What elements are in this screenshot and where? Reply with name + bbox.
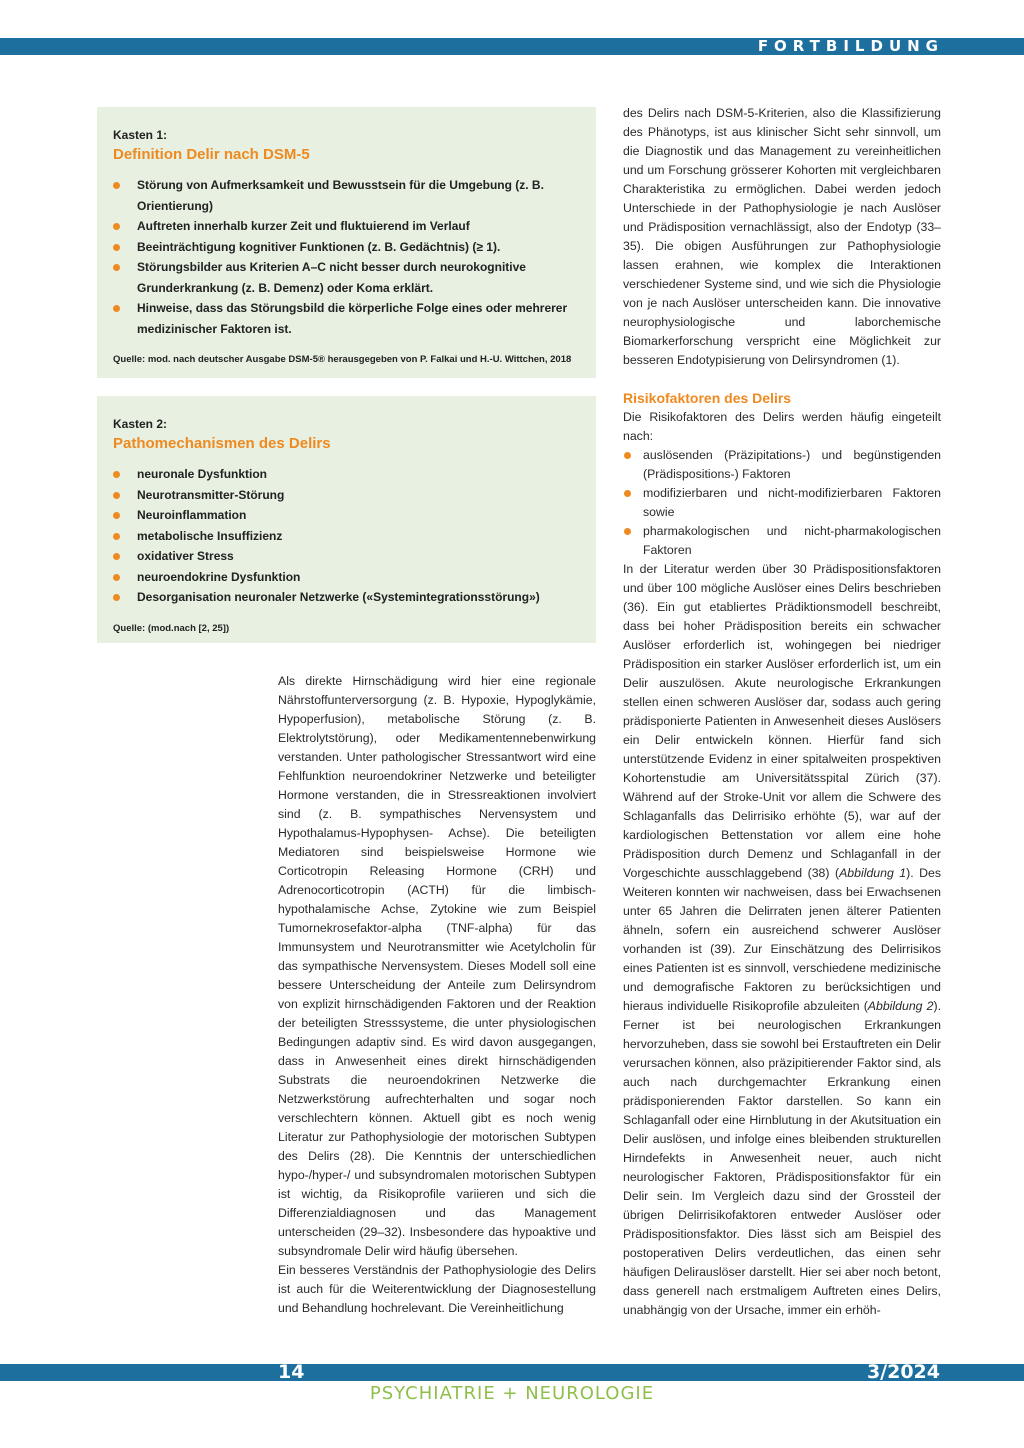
list-item: auslösenden (Präzipitations-) und begünstigenden (Prädispositions-) Faktoren (623, 446, 941, 484)
body-paragraph: Ein besseres Verständnis der Pathophysiologie des Delirs ist auch für die Weiterentwicklung der Diagnosestellung und Behandlung hochrelevant. Die Vereinheitlichung (278, 1263, 596, 1315)
body-paragraph: Die Risikofaktoren des Delirs werden häufig eingeteilt nach: (623, 410, 941, 443)
figure-reference: Abbildung 2 (867, 999, 934, 1013)
info-box-pathomechanisms (97, 396, 596, 643)
list-item: Störung von Aufmerksamkeit und Bewusstsein für die Umgebung (z. B. Orientierung) (113, 175, 580, 216)
middle-column (278, 672, 596, 1318)
list-item: Störungsbilder aus Kriterien A–C nicht besser durch neurokognitive Grunderkrankung (z. B. Demenz) oder Koma erklärt. (113, 257, 580, 298)
text-run: ). Ferner ist bei neurologischen Erkrankungen hervorzuheben, dass sie sowohl bei Erstauftreten ein Delir verursachen können, also präzipitierender Faktor sind, als auch nach durchgemachter Erkrankung einen prädisponierenden Faktor darstellen. So kann ein Schlaganfall oder eine Hirnblutung in der Akutsituation ein Delir auslösen, und infolge eines bleibenden strukturellen Hirndefekts in Anwesenheit neuer, auch nicht neurologischer Faktoren, Prädispositionsfaktor für ein Delir sein. Im Vergleich dazu sind der Grossteil der übrigen Delirrisikofaktoren entweder Auslöser oder Prädispositionsfaktor. Dies lässt sich am Beispiel des postoperativen Delirs verdeutlichen, das einen sehr häufigen Delirauslöser darstellt. Hier sei aber noch betont, dass generell nach erstmaligem Auftreten eines Delirs, unabhängig von der Ursache, immer ein erhöh- (623, 999, 941, 1317)
section-label: FORTBILDUNG (757, 37, 944, 55)
box-list (113, 175, 580, 339)
journal-title: PSYCHIATRIE + NEUROLOGIE (369, 1383, 655, 1404)
figure-reference: Abbildung 1 (839, 866, 907, 880)
list-item: Hinweise, dass das Störungsbild die körperliche Folge eines oder mehrerer medizinischer Faktoren ist. (113, 298, 580, 339)
page-number: 14 (278, 1361, 305, 1383)
body-paragraph (623, 560, 941, 1320)
body-paragraph: Als direkte Hirnschädigung wird hier eine regionale Nährstoffunterversorgung (z. B. Hypoxie, Hypoglykämie, Hypoperfusion), metabolische Störung (z. B. Elektrolytstörung), oder Medikamentennebenwirkung verstanden. Unter pathologischer Stressantwort wird eine Fehlfunktion neuroendokriner Netzwerke und beteiligter Hormone verstanden, die in Stressreaktionen involviert sind (z. B. sympathisches Nervensystem und Hypothalamus-Hypophysen- Achse). Die beteiligten Mediatoren sind beispielsweise Hormone wie Corticotropin Releasing Hormone (CRH) und Adrenocorticotropin (ACTH) für die limbisch-hypothalamische Achse, Zytokine wie zum Beispiel Tumornekrosefaktor-alpha (TNF-alpha) für das Immunsystem und Neurotransmitter wie Acetylcholin für das sympathische Nervensystem. Dieses Modell soll eine bessere Unterscheidung der Anteile zum Delirsyndrom von explizit hirnschädigenden Faktoren und der Reaktion der beteiligten Stresssysteme, die unter physiologischen Bedingungen adaptiv sind. Es wird davon ausgegangen, dass in Anwesenheit eines direkt hirnschädigenden Substrats die neuroendokrinen Netzwerke die Netzwerkstörung aufrechterhalten und sogar noch verschlechtern können. Aktuell gibt es noch wenig Literatur zur Pathophysiologie der motorischen Subtypen des Delirs (28). Die Kenntnis der unterschiedlichen hypo-/hyper-/ und subsyndromalen motorischen Subtypen ist wichtig, da Risikoprofile variieren und sich die Differenzialdiagnosen und das Management unterscheiden (29–32). Insbesondere das hypoaktive und subsyndromale Delir wird häufig übersehen. (278, 674, 596, 1258)
list-item: Neurotransmitter-Störung (113, 485, 580, 506)
list-item: metabolische Insuffizienz (113, 526, 580, 547)
list-item: Desorganisation neuronaler Netzwerke («Systemintegrationsstörung») (113, 587, 580, 608)
footer-bar (0, 1361, 1024, 1383)
list-item: pharmakologischen und nicht-pharmakologischen Faktoren (623, 522, 941, 560)
box-title: Pathomechanismen des Delirs (113, 435, 331, 452)
right-column (623, 104, 941, 1320)
header-bar (0, 38, 1024, 55)
list-item: oxidativer Stress (113, 546, 580, 567)
section-heading: Risikofaktoren des Delirs (623, 390, 792, 406)
list-item: Neuroinflammation (113, 505, 580, 526)
text-run: In der Literatur werden über 30 Prädispositionsfaktoren und über 100 mögliche Auslöser eines Delirs beschrieben (36). Ein gut etabliertes Prädiktionsmodell beschreibt, dass bei hoher Prädisposition bereits ein schwacher Auslöser erforderlich ist, wohingegen bei niedriger Prädisposition ein starker Auslöser erforderlich ist, um ein Delir auszulösen. Akute neurologische Erkrankungen stellen einen schweren Auslöser dar, sodass auch gering prädisponierte Patienten in Anwesenheit dieses Auslösers ein Delir entwickeln können. Hierfür fand sich unterstützende Evidenz in einer spitalweiten prospektiven Kohortenstudie am Universitätsspital Zürich (37). Während auf der Stroke-Unit vor allem die Schwere des Schlaganfalls das Delirrisiko erhöhte (5), war auf der kardiologischen Bettenstation vor allem eine hohe Prädisposition durch Demenz und Schlaganfall in der Vorgeschichte ausschlaggebend (38) ( (623, 562, 941, 880)
box-label: Kasten 1: (113, 128, 168, 142)
body-paragraph: des Delirs nach DSM-5-Kriterien, also die Klassifizierung des Phänotyps, ist aus klinischer Sicht sehr sinnvoll, um die Diagnostik und das Management zu vereinheitlichen und um Forschung grösserer Kohorten mit vergleichbaren Charakteristika zu ermöglichen. Dabei werden jedoch Unterschiede in der Pathophysiologie je nach Auslöser und Prädisposition vernachlässigt, also der Endotyp (33–35). Die obigen Ausführungen zur Pathophysiologie lassen erahnen, wie komplex die Interaktionen verschiedener Systeme sind, und wie sich die Physiologie von je nach Auslöser unterscheiden kann. Die innovative neurophysiologische und laborchemische Biomarkerforschung verspricht eine Möglichkeit zur besseren Endotypisierung von Delirsyndromen (1). (623, 106, 941, 367)
list-item: modifizierbaren und nicht-modifizierbaren Faktoren sowie (623, 484, 941, 522)
box-title: Definition Delir nach DSM-5 (113, 146, 310, 163)
box-list (113, 464, 580, 608)
list-item: Beeinträchtigung kognitiver Funktionen (z. B. Gedächtnis) (≥ 1). (113, 237, 580, 258)
box-source: Quelle: mod. nach deutscher Ausgabe DSM-5® herausgegeben von P. Falkai und H.-U. Wittchen, 2018 (113, 354, 572, 365)
issue-number: 3/2024 (866, 1361, 940, 1383)
info-box-dsm5 (97, 107, 596, 378)
list-item: neuronale Dysfunktion (113, 464, 580, 485)
text-run: ). Des Weiteren konnten wir nachweisen, dass bei Erwachsenen unter 65 Jahren die Delirraten jenen älterer Patienten ähneln, sofern ein ausreichend schwerer Auslöser vorhanden ist (39). Zur Einschätzung des Delirrisikos eines Patienten ist es sinnvoll, verschiedene medizinische und demografische Faktoren zu berücksichtigen und hieraus individuelle Risikoprofile abzuleiten ( (623, 866, 941, 1013)
list-item: neuroendokrine Dysfunktion (113, 567, 580, 588)
box-source: Quelle: (mod.nach [2, 25]) (113, 622, 230, 634)
risk-factor-list (623, 446, 941, 560)
box-label: Kasten 2: (113, 417, 168, 431)
list-item: Auftreten innerhalb kurzer Zeit und fluktuierend im Verlauf (113, 216, 580, 237)
